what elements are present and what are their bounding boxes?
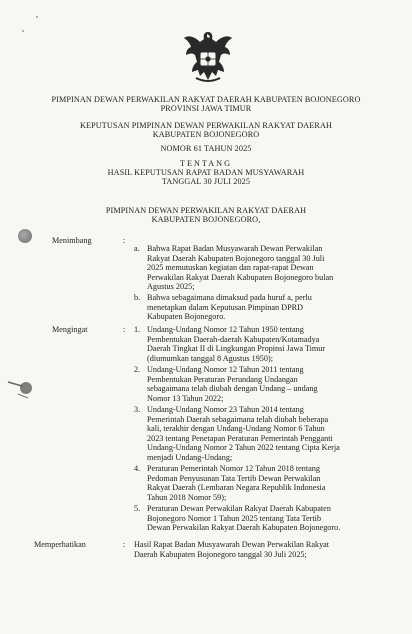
mengingat-marker-2: 2. bbox=[134, 365, 141, 374]
tentang-heading: TENTANG bbox=[180, 159, 232, 168]
text-line: Daerah Kabupaten Bojonegoro tanggal 30 Juli 2025; bbox=[134, 549, 307, 559]
mengingat-marker-3: 3. bbox=[134, 405, 141, 414]
text-line: 2023 tentang Penetapan Peraturan Pemerintah Pengganti bbox=[147, 433, 333, 443]
text-line: Bojonegoro Nomor 1 Tahun 2025 tentang Tata Tertib bbox=[147, 513, 322, 523]
text-line: sebagaimana telah diubah dengan Undang – undang bbox=[147, 384, 318, 394]
text-line: Peraturan Dewan Perwakilan Rakyat Daerah Kabupaten bbox=[147, 504, 331, 513]
text-line: 2025 memutuskan kegiatan dan rapat-rapat Dewan bbox=[147, 263, 314, 273]
text-line: kali, terakhir dengan Undang-Undang Nomor 6 Tahun bbox=[147, 424, 325, 434]
text-line: Hasil Rapat Badan Musyawarah Dewan Perwakilan Rakyat bbox=[134, 540, 330, 549]
text-line: menetapkan dalam Keputusan Pimpinan DPRD bbox=[147, 302, 303, 312]
text-line: Pedoman Penyusunan Tata Tertib Dewan Perwakilan bbox=[147, 473, 321, 483]
menimbang-marker-a: a. bbox=[134, 244, 140, 253]
text-line: (diumumkan tanggal 8 Agustus 1950); bbox=[147, 353, 273, 363]
punch-hole bbox=[18, 229, 32, 243]
mengingat-colon: : bbox=[123, 325, 126, 334]
text-line: Nomor 13 Tahun 2022; bbox=[147, 393, 224, 403]
issuer-line-1: PIMPINAN DEWAN PERWAKILAN RAKYAT DAERAH bbox=[105, 206, 307, 215]
text-line: Bahwa sebagaimana dimaksud pada huruf a, perlu bbox=[147, 293, 312, 302]
menimbang-item-a bbox=[147, 244, 369, 292]
issuer-line-2: KABUPATEN BOJONEGORO, bbox=[151, 215, 261, 224]
decree-title-line-1: KEPUTUSAN PIMPINAN DEWAN PERWAKILAN RAKYAT DAERAH bbox=[80, 121, 332, 130]
text-line: menjadi Undang-Undang; bbox=[147, 452, 233, 462]
text-line: Pembentukan Daerah-daerah Kabupaten/Kotamadya bbox=[147, 334, 320, 344]
menimbang-item-b bbox=[147, 293, 369, 322]
scan-speck bbox=[36, 16, 38, 18]
institution-line-1: PIMPINAN DEWAN PERWAKILAN RAKYAT DAERAH KABUPATEN BOJONEGORO bbox=[51, 95, 361, 104]
text-line: Pemerintah Daerah sebagaimana telah diubah beberapa bbox=[147, 414, 329, 424]
text-line: Undang-Undang Nomor 2 Tahun 2022 tentang Cipta Kerja bbox=[147, 443, 340, 453]
subject-line-1: HASIL KEPUTUSAN RAPAT BADAN MUSYAWARAH bbox=[107, 168, 305, 177]
text-line: Tahun 2018 Nomor 59); bbox=[147, 492, 227, 502]
scan-speck bbox=[22, 30, 24, 32]
mengingat-item-2 bbox=[147, 365, 369, 403]
mengingat-item-3 bbox=[147, 405, 369, 463]
mengingat-item-4 bbox=[147, 464, 369, 502]
text-line: Kabupaten Bojonegoro. bbox=[147, 312, 226, 322]
institution-line-2: PROVINSI JAWA TIMUR bbox=[160, 104, 252, 113]
menimbang-colon: : bbox=[123, 236, 126, 245]
text-line: Undang-Undang Nomor 12 Tahun 2011 tentang bbox=[147, 365, 304, 374]
mengingat-item-5 bbox=[147, 504, 369, 533]
mengingat-marker-5: 5. bbox=[134, 504, 141, 513]
text-line: Agustus 2025; bbox=[147, 282, 195, 292]
text-line: Bahwa Rapat Badan Musyawarah Dewan Perwakilan bbox=[147, 244, 323, 253]
subject-line-2: TANGGAL 30 JULI 2025 bbox=[161, 177, 251, 186]
memperhatikan-label: Memperhatikan bbox=[34, 540, 86, 549]
text-line: Undang-Undang Nomor 23 Tahun 2014 tentang bbox=[147, 405, 304, 414]
binder-clip-mark-icon bbox=[6, 376, 38, 400]
text-line: Rakyat Daerah Kabupaten Bojonegoro tanggal 30 Juli bbox=[147, 253, 325, 263]
garuda-emblem-icon bbox=[182, 28, 234, 84]
mengingat-item-1 bbox=[147, 325, 369, 363]
decree-title-line-2: KABUPATEN BOJONEGORO bbox=[152, 130, 260, 139]
mengingat-marker-4: 4. bbox=[134, 464, 141, 473]
text-line: Undang-Undang Nomor 12 Tahun 1950 tentang bbox=[147, 325, 304, 334]
text-line: Daerah Tingkat II di Lingkungan Propinsi Jawa Timur bbox=[147, 344, 326, 354]
menimbang-label: Menimbang bbox=[52, 236, 92, 245]
text-line: Pembentukan Peraturan Perundang Undangan bbox=[147, 374, 298, 384]
mengingat-marker-1: 1. bbox=[134, 325, 141, 334]
text-line: Peraturan Pemerintah Nomor 12 Tahun 2018 tentang bbox=[147, 464, 320, 473]
menimbang-marker-b: b. bbox=[134, 293, 141, 302]
memperhatikan-text bbox=[134, 540, 369, 559]
memperhatikan-colon: : bbox=[123, 540, 126, 549]
text-line: Perwakilan Rakyat Daerah Kabupaten Bojonegoro bulan bbox=[147, 272, 334, 282]
text-line: Rakyat Daerah (Lembaran Negara Republik Indonesia bbox=[147, 483, 326, 493]
text-line: Dewan Perwakilan Rakyat Daerah Kabupaten Bojonegoro. bbox=[147, 523, 341, 533]
decree-number: NOMOR 61 TAHUN 2025 bbox=[160, 144, 252, 153]
mengingat-label: Mengingat bbox=[52, 325, 88, 334]
